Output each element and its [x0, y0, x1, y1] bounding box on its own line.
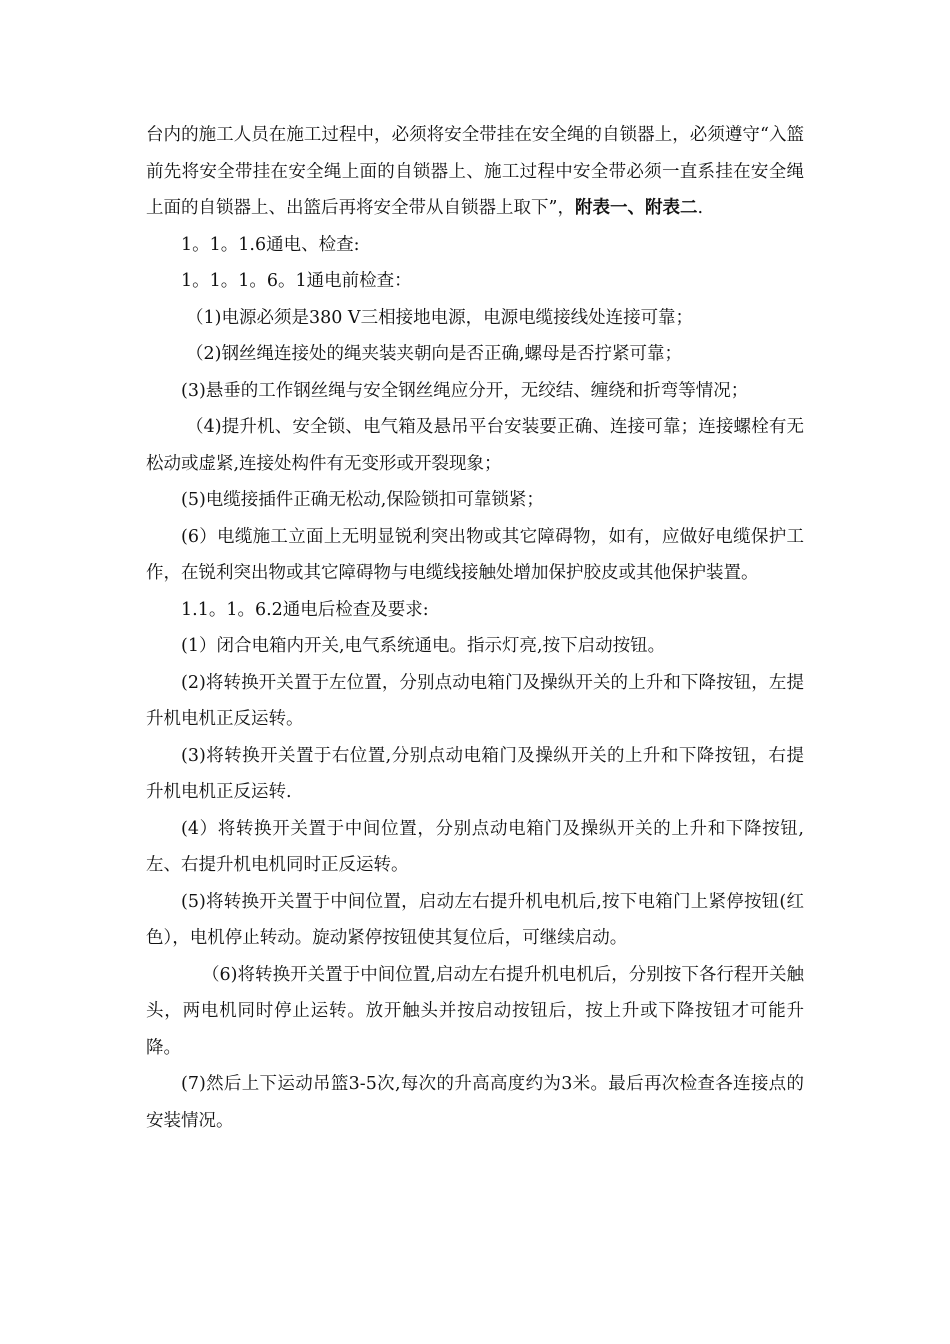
list-item: (5)将转换开关置于中间位置，启动左右提升机电机后,按下电箱门上紧停按钮(红色），电机停止转动。旋动紧停按钮使其复位后，可继续启动。: [146, 891, 804, 948]
list-item: (7)然后上下运动吊篮3-5次,每次的升高高度约为3米。最后再次检查各连接点的安装情况。: [146, 1074, 804, 1131]
paragraph-text: 台内的施工人员在施工过程中，必须将安全带挂在安全绳的自锁器上，必须遵守“入篮前先将安全带挂在安全绳上面的自锁器上、施工过程中安全带必须一直系挂在安全绳上面的自锁器上、出篮后再将安全带从自锁器上取下”，: [146, 125, 804, 218]
document-body: [146, 117, 804, 1139]
list-item: （6)将转换开关置于中间位置,启动左右提升机电机后，分别按下各行程开关触头，两电机同时停止运转。放开触头并按启动按钮后，按上升或下降按钮才可能升降。: [146, 964, 804, 1058]
list-item: (3)悬垂的工作钢丝绳与安全钢丝绳应分开，无绞结、缠绕和折弯等情况；: [181, 380, 749, 401]
list-item: (1）闭合电箱内开关,电气系统通电。指示灯亮,按下启动按钮。: [181, 636, 666, 656]
list-item: (6）电缆施工立面上无明显锐利突出物或其它障碍物，如有，应做好电缆保护工作，在锐利突出物或其它障碍物与电缆线接触处增加保护胶皮或其他保护装置。: [146, 526, 804, 583]
list-item: (3)将转换开关置于右位置,分别点动电箱门及操纵开关的上升和下降按钮，右提升机电机正反运转.: [146, 745, 804, 802]
list-item: (4）将转换开关置于中间位置，分别点动电箱门及操纵开关的上升和下降按钮,左、右提升机电机同时正反运转。: [146, 818, 804, 875]
list-item: (5)电缆接插件正确无松动,保险锁扣可靠锁紧；: [181, 490, 544, 510]
list-item: （2)钢丝绳连接处的绳夹装夹朝向是否正确,螺母是否拧紧可靠；: [186, 344, 683, 364]
list-item: （1)电源必须是380 V三相接地电源，电源电缆接线处连接可靠；: [186, 307, 694, 328]
paragraph-tail: .: [697, 198, 704, 218]
paragraph-safety-belt: [146, 117, 804, 227]
list-item: (2)将转换开关置于左位置，分别点动电箱门及操纵开关的上升和下降按钮，左提升机电机正反运转。: [146, 672, 804, 729]
section-heading-power-check: 1。1。1.6通电、检查:: [181, 234, 360, 255]
section-heading-post-power-check: 1.1。1。6.2通电后检查及要求:: [181, 599, 429, 620]
section-heading-pre-power-check: 1。1。1。6。1通电前检查：: [181, 271, 412, 291]
list-item: （4)提升机、安全锁、电气箱及悬吊平台安装要正确、连接可靠；连接螺栓有无松动或虚紧,连接处构件有无变形或开裂现象；: [146, 417, 804, 474]
appendix-reference: 附表一、附表二: [574, 198, 698, 218]
